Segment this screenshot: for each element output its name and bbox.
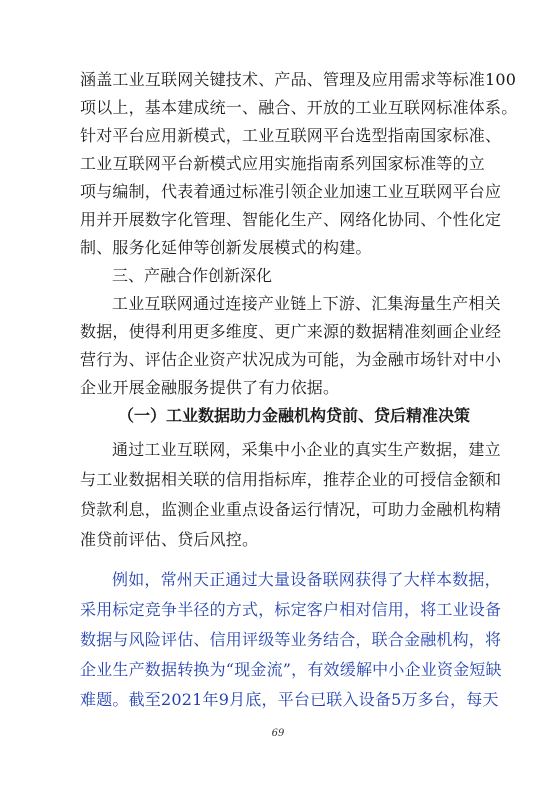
- para2-line-4: 用并开展数字化管理、智能化生产、网络化协同、个性化定: [80, 210, 502, 229]
- para2-line-2: 工业互联网平台新模式应用实施指南系列国家标准等的立: [80, 154, 486, 173]
- para1-line-2: 项以上，基本建成统一、融合、开放的工业互联网标准体系。: [80, 98, 518, 117]
- page-number: 69: [271, 728, 285, 739]
- example-line-5: 难题。截至2021年9月底，平台已联入设备5万多台，每天: [80, 690, 499, 709]
- example-line-2: 采用标定竞争半径的方式，标定客户相对信用，将工业设备: [80, 600, 502, 619]
- para3-line-1: 工业互联网通过连接产业链上下游、汇集海量生产相关: [112, 294, 501, 313]
- example-line-1: 例如，常州天正通过大量设备联网获得了大样本数据，: [112, 570, 501, 589]
- para3-line-4: 企业开展金融服务提供了有力依据。: [80, 378, 340, 397]
- para2-line-5: 制、服务化延伸等创新发展模式的构建。: [80, 238, 372, 257]
- para4-line-4: 准贷前评估、贷后风控。: [80, 530, 259, 549]
- para4-line-1: 通过工业互联网，采集中小企业的真实生产数据，建立: [112, 440, 501, 459]
- para3-line-2: 数据，使得利用更多维度、更广来源的数据精准刻画企业经: [80, 322, 502, 341]
- para1-line-1: 涵盖工业互联网关键技术、产品、管理及应用需求等标准100: [80, 70, 517, 89]
- para4-line-2: 与工业数据相关联的信用指标库，推荐企业的可授信金额和: [80, 470, 502, 489]
- para4-line-3: 贷款利息，监测企业重点设备运行情况，可助力金融机构精: [80, 500, 502, 519]
- para2-line-3: 项与编制，代表着通过标准引领企业加速工业互联网平台应: [80, 182, 502, 201]
- section-heading: 三、产融合作创新深化: [112, 266, 273, 285]
- para3-line-3: 营行为、评估企业资产状况成为可能，为金融市场针对中小: [80, 350, 502, 369]
- para2-line-1: 针对平台应用新模式，工业互联网平台选型指南国家标准、: [80, 126, 502, 145]
- example-line-3: 数据与风险评估、信用评级等业务结合，联合金融机构，将: [80, 630, 502, 649]
- subsection-heading: （一）工业数据助力金融机构贷前、贷后精准决策: [118, 406, 471, 425]
- example-line-4: 企业生产数据转换为“现金流”，有效缓解中小企业资金短缺: [80, 660, 502, 679]
